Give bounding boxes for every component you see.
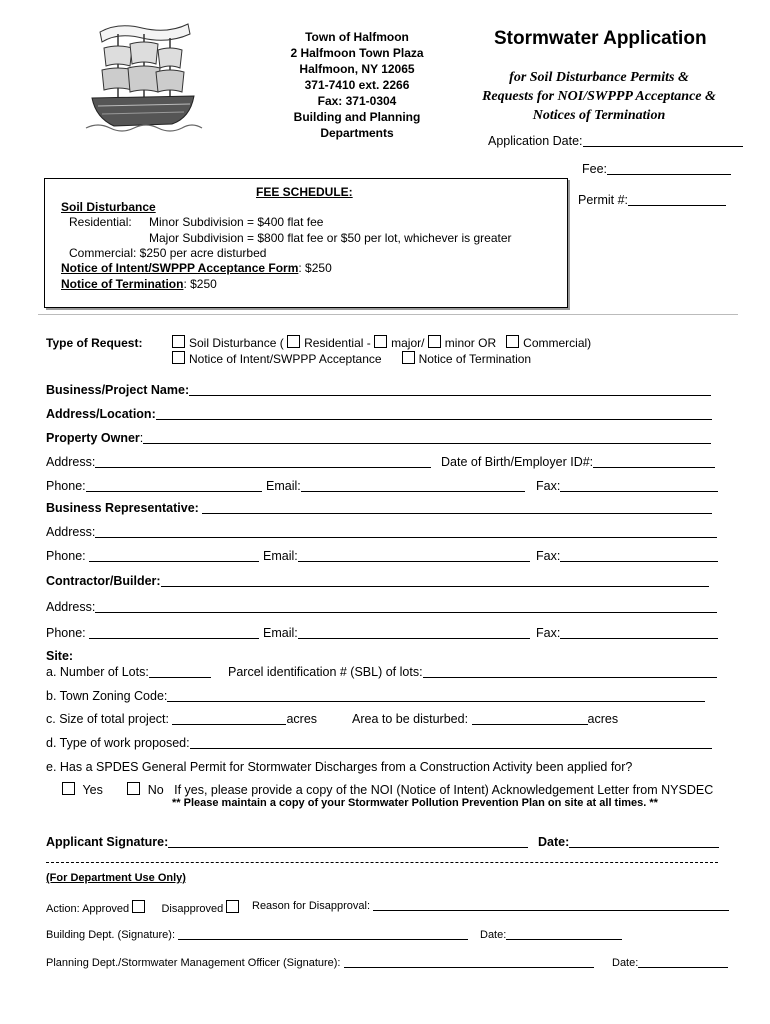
noi-label: Notice of Intent/SWPPP Acceptance bbox=[189, 352, 382, 366]
subtitle bbox=[468, 68, 730, 125]
fee-minor: Minor Subdivision = $400 flat fee bbox=[149, 215, 324, 229]
minor-checkbox[interactable] bbox=[428, 335, 441, 348]
permit-field[interactable] bbox=[578, 193, 726, 207]
residential-label: Residential - bbox=[304, 336, 371, 350]
fee-residential-label: Residential: bbox=[69, 215, 132, 229]
termination-checkbox[interactable] bbox=[402, 351, 415, 364]
project-size-field[interactable] bbox=[46, 712, 317, 726]
fee-noi bbox=[61, 261, 332, 275]
town-line: 2 Halfmoon Town Plaza bbox=[290, 46, 424, 60]
lots-field[interactable] bbox=[46, 665, 211, 679]
major-checkbox[interactable] bbox=[374, 335, 387, 348]
applicant-signature-field[interactable] bbox=[46, 835, 528, 849]
dob-label: Date of Birth/Employer ID#: bbox=[441, 455, 594, 469]
town-line: Fax: 371-0304 bbox=[317, 94, 397, 108]
soil-disturbance-checkbox[interactable] bbox=[172, 335, 185, 348]
town-logo-ship bbox=[78, 14, 206, 134]
disturbed-area-label: Area to be disturbed: bbox=[352, 712, 469, 726]
contractor-email-field[interactable] bbox=[263, 626, 530, 640]
building-signature-label: Building Dept. (Signature): bbox=[46, 929, 176, 941]
planning-signature-field[interactable] bbox=[46, 957, 594, 969]
disturbed-area-field[interactable] bbox=[352, 712, 618, 726]
fee-not bbox=[61, 277, 217, 291]
fee-not-label: Notice of Termination bbox=[61, 277, 184, 291]
owner-fax-label: Fax: bbox=[536, 479, 561, 493]
business-name-label: Business/Project Name: bbox=[46, 383, 190, 397]
yes-checkbox[interactable] bbox=[62, 782, 75, 795]
no-checkbox[interactable] bbox=[127, 782, 140, 795]
contractor-email-label: Email: bbox=[263, 626, 298, 640]
fee-label: Fee: bbox=[582, 162, 608, 176]
rep-phone-field[interactable] bbox=[46, 549, 259, 563]
applicant-date-field[interactable] bbox=[538, 835, 719, 849]
project-size-label: c. Size of total project: bbox=[46, 712, 169, 726]
contractor-address-label: Address: bbox=[46, 600, 96, 614]
town-line: Building and Planning bbox=[293, 110, 421, 124]
town-line: Halfmoon, NY 12065 bbox=[299, 62, 415, 76]
disapproved-label: Disapproved bbox=[161, 903, 224, 915]
work-type-label: d. Type of work proposed: bbox=[46, 736, 190, 750]
address-location-field[interactable] bbox=[46, 407, 712, 421]
contractor-fax-field[interactable] bbox=[536, 626, 718, 640]
site-heading: Site: bbox=[46, 649, 74, 663]
lots-label: a. Number of Lots: bbox=[46, 665, 149, 679]
rep-address-field[interactable] bbox=[46, 525, 717, 539]
no-label: No bbox=[147, 783, 164, 797]
owner-fax-field[interactable] bbox=[536, 479, 718, 493]
town-line: Departments bbox=[320, 126, 394, 140]
building-date-label: Date: bbox=[480, 929, 507, 941]
reason-label: Reason for Disapproval: bbox=[252, 900, 371, 912]
rep-fax-label: Fax: bbox=[536, 549, 561, 563]
application-date-label: Application Date: bbox=[488, 134, 583, 148]
contractor-label: Contractor/Builder: bbox=[46, 574, 161, 588]
town-address-block bbox=[262, 29, 452, 141]
subtitle-line: for Soil Disturbance Permits & bbox=[509, 70, 689, 85]
action-row bbox=[46, 900, 249, 915]
planning-date-field[interactable] bbox=[612, 957, 728, 969]
approved-checkbox[interactable] bbox=[132, 900, 145, 913]
business-rep-field[interactable] bbox=[46, 501, 712, 515]
fee-noi-label: Notice of Intent/SWPPP Acceptance Form bbox=[61, 261, 299, 275]
building-date-field[interactable] bbox=[480, 929, 622, 941]
owner-email-field[interactable] bbox=[266, 479, 525, 493]
disapproved-checkbox[interactable] bbox=[226, 900, 239, 913]
rep-phone-label: Phone: bbox=[46, 549, 86, 563]
commercial-label: Commercial) bbox=[523, 336, 592, 350]
zoning-field[interactable] bbox=[46, 689, 705, 703]
owner-address-field[interactable] bbox=[46, 455, 431, 469]
contractor-address-field[interactable] bbox=[46, 600, 717, 614]
contractor-phone-field[interactable] bbox=[46, 626, 259, 640]
work-type-field[interactable] bbox=[46, 736, 712, 750]
rep-fax-field[interactable] bbox=[536, 549, 718, 563]
property-owner-field[interactable]: Property Owner: bbox=[46, 431, 711, 445]
fee-soil-heading: Soil Disturbance bbox=[61, 200, 156, 214]
request-row-1 bbox=[172, 335, 591, 350]
business-name-field[interactable] bbox=[46, 383, 711, 397]
acres-unit: acres bbox=[286, 712, 318, 726]
owner-phone-field[interactable] bbox=[46, 479, 262, 493]
spdes-answer-row bbox=[62, 782, 713, 797]
owner-address-label: Address: bbox=[46, 455, 96, 469]
yes-label: Yes bbox=[82, 783, 103, 797]
acres-unit: acres bbox=[587, 712, 619, 726]
fee-schedule-box bbox=[44, 178, 568, 308]
divider bbox=[38, 314, 738, 315]
applicant-date-label: Date: bbox=[538, 835, 570, 849]
soil-disturbance-label: Soil Disturbance ( bbox=[189, 336, 284, 350]
approved-label: Action: Approved bbox=[46, 903, 130, 915]
dob-field[interactable] bbox=[441, 455, 715, 469]
subtitle-line: Notices of Termination bbox=[532, 108, 666, 123]
sbl-label: Parcel identification # (SBL) of lots: bbox=[228, 665, 423, 679]
applicant-signature-label: Applicant Signature: bbox=[46, 835, 169, 849]
contractor-phone-label: Phone: bbox=[46, 626, 86, 640]
request-row-2 bbox=[172, 351, 531, 366]
dashed-separator bbox=[46, 862, 718, 863]
if-yes-note: If yes, please provide a copy of the NOI (Notice of Intent) Acknowledgement Letter from NYSDEC bbox=[174, 783, 714, 797]
major-label: major/ bbox=[391, 336, 425, 350]
fee-commercial: Commercial: $250 per acre disturbed bbox=[69, 246, 267, 260]
minor-label: minor OR bbox=[444, 336, 497, 350]
application-date-field[interactable] bbox=[488, 134, 743, 148]
building-signature-field[interactable] bbox=[46, 929, 468, 941]
page-title: Stormwater Application bbox=[494, 28, 707, 49]
fee-noi-amount: : $250 bbox=[298, 261, 332, 275]
termination-label: Notice of Termination bbox=[418, 352, 532, 366]
sbl-field[interactable] bbox=[228, 665, 717, 679]
residential-checkbox[interactable] bbox=[287, 335, 300, 348]
property-owner-label: Property Owner bbox=[46, 431, 140, 445]
fee-major: Major Subdivision = $800 flat fee or $50 per lot, whichever is greater bbox=[149, 231, 512, 245]
address-location-label: Address/Location: bbox=[46, 407, 156, 421]
spdes-question: e. Has a SPDES General Permit for Stormwater Discharges from a Construction Activity been applied for? bbox=[46, 760, 633, 774]
rep-email-field[interactable] bbox=[263, 549, 530, 563]
reason-field[interactable] bbox=[252, 900, 729, 912]
business-rep-label: Business Representative: bbox=[46, 501, 199, 515]
owner-email-label: Email: bbox=[266, 479, 301, 493]
owner-phone-label: Phone: bbox=[46, 479, 86, 493]
request-type-label: Type of Request: bbox=[46, 336, 143, 350]
contractor-fax-label: Fax: bbox=[536, 626, 561, 640]
planning-signature-label: Planning Dept./Stormwater Management Officer (Signature): bbox=[46, 957, 341, 969]
rep-email-label: Email: bbox=[263, 549, 298, 563]
town-line: 371-7410 ext. 2266 bbox=[304, 78, 410, 92]
permit-label: Permit #: bbox=[578, 193, 629, 207]
noi-checkbox[interactable] bbox=[172, 351, 185, 364]
rep-address-label: Address: bbox=[46, 525, 96, 539]
fee-not-amount: : $250 bbox=[183, 277, 217, 291]
dept-use-title: (For Department Use Only) bbox=[46, 872, 186, 884]
commercial-checkbox[interactable] bbox=[506, 335, 519, 348]
planning-date-label: Date: bbox=[612, 957, 639, 969]
town-line: Town of Halfmoon bbox=[305, 30, 409, 44]
swppp-note: ** Please maintain a copy of your Stormwater Pollution Prevention Plan on site at all times. ** bbox=[172, 797, 658, 809]
contractor-field[interactable] bbox=[46, 574, 709, 588]
fee-schedule-title: FEE SCHEDULE: bbox=[256, 185, 353, 199]
zoning-label: b. Town Zoning Code: bbox=[46, 689, 168, 703]
subtitle-line: Requests for NOI/SWPPP Acceptance & bbox=[482, 89, 716, 104]
fee-field[interactable] bbox=[582, 162, 731, 176]
